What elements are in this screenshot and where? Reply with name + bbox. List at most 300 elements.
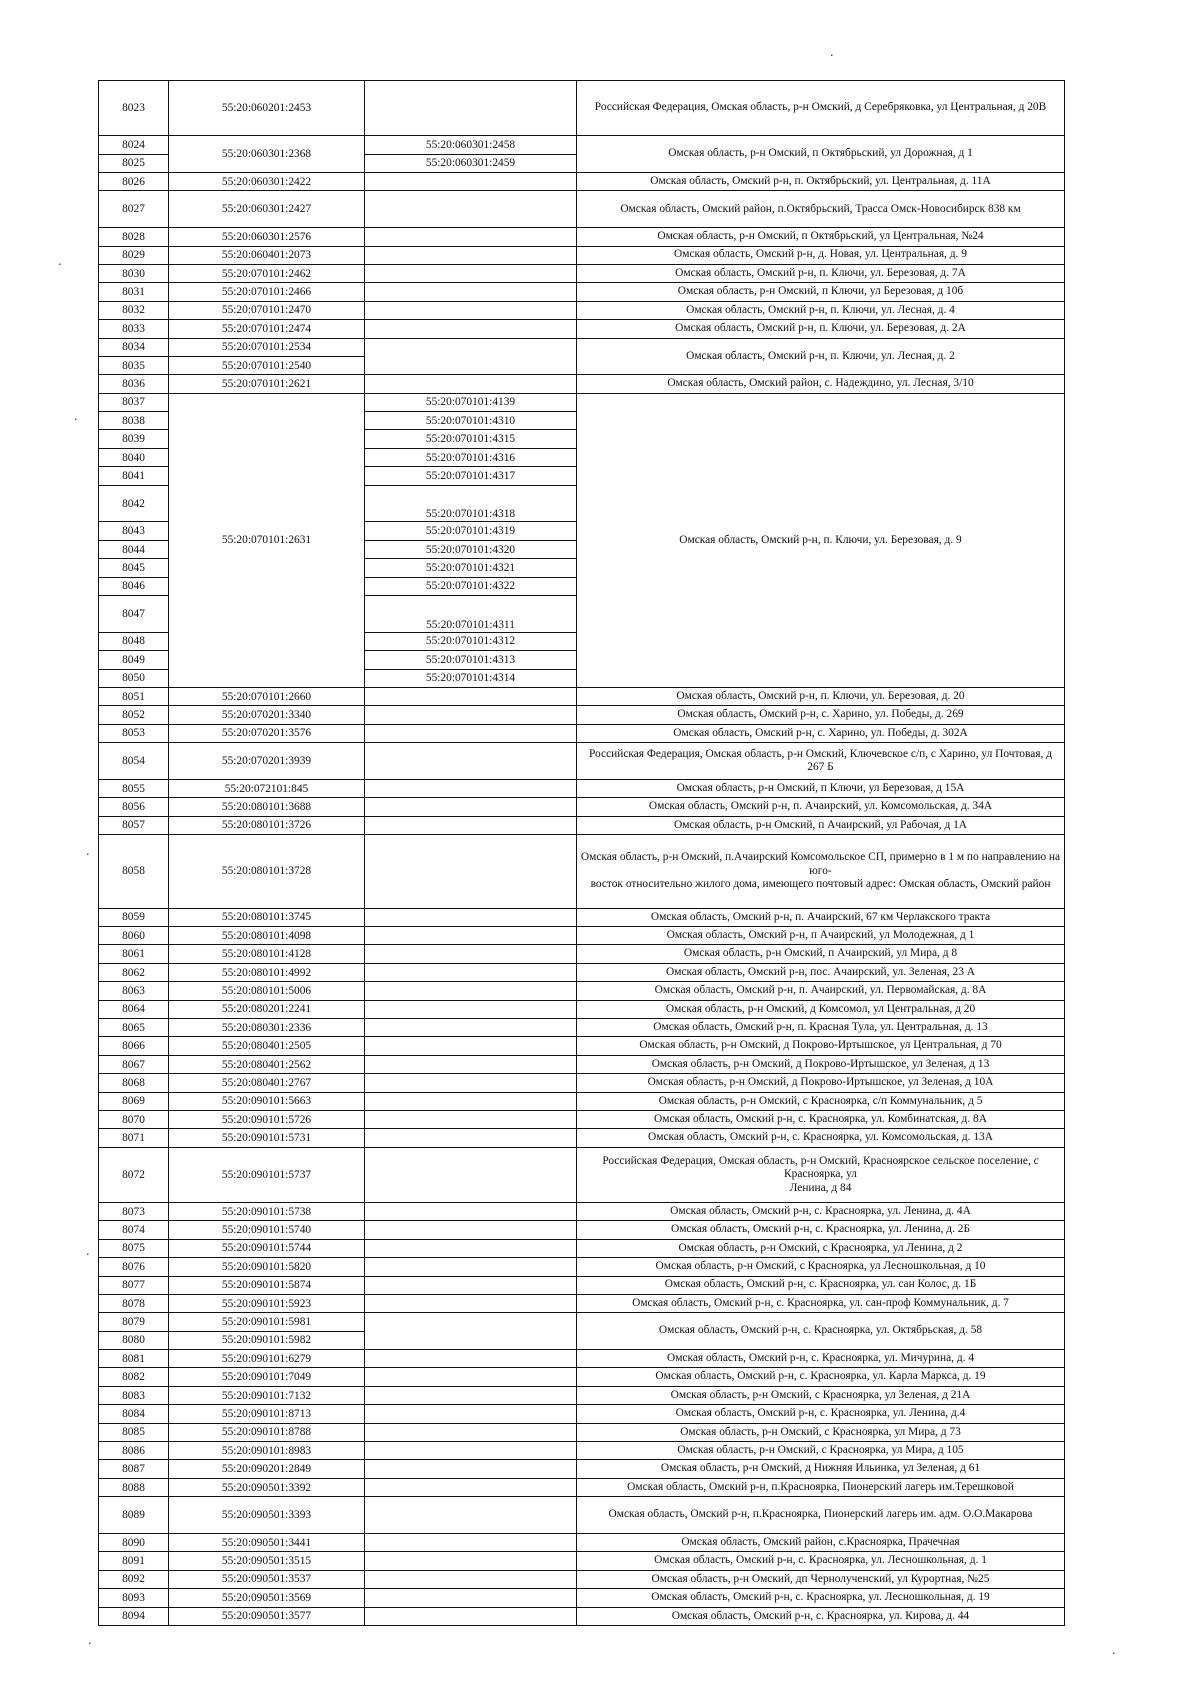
related-cadastral-number: 55:20:060301:2458 [365,136,577,154]
table-row [99,81,1065,136]
address: Омская область, Омский р-н, п. Ачаирский, ул. Комсомольская, д. 34А [577,798,1065,816]
related-cadastral-number [365,1534,577,1552]
related-cadastral-number [365,172,577,190]
related-cadastral-number [365,1019,577,1037]
cadastral-number: 55:20:070101:2621 [169,375,365,393]
related-cadastral-number [365,1313,577,1350]
cadastral-number: 55:20:090101:5726 [169,1110,365,1128]
cadastral-number: 55:20:070201:3340 [169,706,365,724]
row-number: 8024 [99,136,169,154]
row-number: 8035 [99,356,169,374]
row-number: 8075 [99,1239,169,1257]
related-cadastral-number [365,1368,577,1386]
related-cadastral-number [365,908,577,926]
related-cadastral-number [365,963,577,981]
address: Омская область, р-н Омский, с Красноярка, ул Лесношкольная, д 10 [577,1258,1065,1276]
related-cadastral-number [365,1497,577,1534]
table-row [99,963,1065,981]
cadastral-number: 55:20:070101:2474 [169,320,365,338]
scan-speck: . [58,254,62,269]
related-cadastral-number [365,1589,577,1607]
row-number: 8050 [99,669,169,687]
cadastral-number: 55:20:070101:2660 [169,687,365,705]
related-cadastral-number [365,1129,577,1147]
related-cadastral-number [365,1055,577,1073]
address: Омская область, Омский р-н, с. Красноярка, ул. Лесношкольная, д. 1 [577,1552,1065,1570]
row-number: 8055 [99,779,169,797]
row-number: 8090 [99,1534,169,1552]
address: Омская область, Омский р-н, с. Красноярка, ул. Ленина, д. 2Б [577,1221,1065,1239]
scan-speck: . [1112,1643,1116,1658]
cadastral-number: 55:20:080101:5006 [169,982,365,1000]
cadastral-number: 55:20:090101:5740 [169,1221,365,1239]
cadastral-number: 55:20:090101:8788 [169,1423,365,1441]
row-number: 8064 [99,1000,169,1018]
related-cadastral-number [365,81,577,136]
row-number: 8048 [99,632,169,650]
address: Российская Федерация, Омская область, р-н Омский, Красноярское сельское поселение, с Красноярка, ул Ленина, д 84 [577,1147,1065,1202]
cadastral-number: 55:20:060301:2576 [169,228,365,246]
cadastral-number: 55:20:080101:3728 [169,835,365,909]
table-row [99,1129,1065,1147]
related-cadastral-number [365,1460,577,1478]
cadastral-number: 55:20:080101:4992 [169,963,365,981]
address: Омская область, Омский р-н, с. Красноярка, ул. Октябрьская, д. 58 [577,1313,1065,1350]
related-cadastral-number: 55:20:070101:4316 [365,448,577,466]
row-number: 8027 [99,191,169,228]
table-row [99,724,1065,742]
cadastral-number: 55:20:060301:2368 [169,136,365,173]
cadastral-number: 55:20:090101:5820 [169,1258,365,1276]
table-row [99,1534,1065,1552]
address: Омская область, р-н Омский, д Покрово-Иртышское, ул Центральная, д 70 [577,1037,1065,1055]
address: Омская область, Омский р-н, п. Октябрьский, ул. Центральная, д. 11А [577,172,1065,190]
related-cadastral-number [365,338,577,375]
related-cadastral-number: 55:20:070101:4313 [365,651,577,669]
cadastral-number: 55:20:070101:2470 [169,301,365,319]
address: Омская область, Омский р-н, с. Красноярка, ул. Ленина, д. 4А [577,1202,1065,1220]
scan-speck: . [86,844,90,859]
cadastral-number: 55:20:090101:5663 [169,1092,365,1110]
cadastral-number: 55:20:090101:7049 [169,1368,365,1386]
address: Омская область, Омский р-н, п. Ачаирский, ул. Первомайская, д. 8А [577,982,1065,1000]
table-row [99,228,1065,246]
address: Омская область, Омский р-н, с. Красноярка, ул. Комсомольская, д. 13А [577,1129,1065,1147]
table-body [99,81,1065,1626]
address: Омская область, р-н Омский, п Ачаирский, ул Мира, д 8 [577,945,1065,963]
row-number: 8085 [99,1423,169,1441]
related-cadastral-number: 55:20:070101:4318 [365,485,577,522]
table-row [99,1313,1065,1331]
cadastral-number: 55:20:090501:3569 [169,1589,365,1607]
address: Омская область, р-н Омский, с Красноярка, ул Зеленая, д 21А [577,1386,1065,1404]
row-number: 8070 [99,1110,169,1128]
cadastral-number: 55:20:080101:4098 [169,927,365,945]
related-cadastral-number [365,779,577,797]
related-cadastral-number [365,228,577,246]
row-number: 8072 [99,1147,169,1202]
address: Омская область, р-н Омский, с Красноярка, ул Ленина, д 2 [577,1239,1065,1257]
row-number: 8087 [99,1460,169,1478]
table-row [99,779,1065,797]
row-number: 8069 [99,1092,169,1110]
cadastral-number: 55:20:080301:2336 [169,1019,365,1037]
related-cadastral-number: 55:20:060301:2459 [365,154,577,172]
table-row [99,945,1065,963]
address: Омская область, Омский р-н, п. Ключи, ул. Березовая, д. 20 [577,687,1065,705]
related-cadastral-number [365,320,577,338]
address: Омская область, Омский р-н, с. Красноярка, ул. Мичурина, д. 4 [577,1350,1065,1368]
table-row [99,706,1065,724]
address: Омская область, Омский р-н, п. Ачаирский, 67 км Черлакского тракта [577,908,1065,926]
row-number: 8088 [99,1478,169,1496]
cadastral-number: 55:20:070101:2540 [169,356,365,374]
cadastral-number: 55:20:070101:2631 [169,393,365,687]
row-number: 8043 [99,522,169,540]
row-number: 8060 [99,927,169,945]
related-cadastral-number [365,835,577,909]
related-cadastral-number [365,1276,577,1294]
row-number: 8023 [99,81,169,136]
address: Омская область, Омский район, с. Надеждино, ул. Лесная, 3/10 [577,375,1065,393]
address: Омская область, Омский район, с.Красноярка, Прачечная [577,1534,1065,1552]
table-row [99,1110,1065,1128]
address: Омская область, Омский р-н, п. Ключи, ул. Лесная, д. 4 [577,301,1065,319]
row-number: 8052 [99,706,169,724]
address: Омская область, р-н Омский, п Октябрьский, ул Центральная, №24 [577,228,1065,246]
related-cadastral-number: 55:20:070101:4314 [365,669,577,687]
table-row [99,1570,1065,1588]
table-row [99,1147,1065,1202]
related-cadastral-number [365,1552,577,1570]
table-row [99,136,1065,154]
table-row [99,1258,1065,1276]
table-row [99,1607,1065,1625]
row-number: 8057 [99,816,169,834]
address: Омская область, Омский р-н, с. Харино, ул. Победы, д. 302А [577,724,1065,742]
row-number: 8029 [99,246,169,264]
table-row [99,1239,1065,1257]
table-row [99,982,1065,1000]
cadastral-number: 55:20:080101:3745 [169,908,365,926]
related-cadastral-number: 55:20:070101:4139 [365,393,577,411]
row-number: 8056 [99,798,169,816]
related-cadastral-number [365,1258,577,1276]
cadastral-number: 55:20:090101:5982 [169,1331,365,1349]
row-number: 8041 [99,467,169,485]
cadastral-number: 55:20:070101:2534 [169,338,365,356]
row-number: 8042 [99,485,169,522]
row-number: 8081 [99,1350,169,1368]
table-row [99,1074,1065,1092]
cadastral-number: 55:20:060201:2453 [169,81,365,136]
table-row [99,191,1065,228]
address: Омская область, Омский р-н, с. Красноярка, ул. Карла Маркса, д. 19 [577,1368,1065,1386]
cadastral-number: 55:20:060301:2427 [169,191,365,228]
row-number: 8065 [99,1019,169,1037]
row-number: 8082 [99,1368,169,1386]
row-number: 8080 [99,1331,169,1349]
row-number: 8039 [99,430,169,448]
address: Омская область, Омский р-н, п. Красная Тула, ул. Центральная, д. 13 [577,1019,1065,1037]
scan-speck: . [74,409,78,424]
cadastral-number: 55:20:060301:2422 [169,172,365,190]
table-row [99,927,1065,945]
table-row [99,172,1065,190]
row-number: 8028 [99,228,169,246]
cadastral-number: 55:20:080401:2505 [169,1037,365,1055]
table-row [99,908,1065,926]
cadastral-number: 55:20:090101:8713 [169,1405,365,1423]
table-row [99,1000,1065,1018]
related-cadastral-number [365,1000,577,1018]
cadastral-table [98,80,1065,1626]
address: Омская область, р-н Омский, д Покрово-Иртышское, ул Зеленая, д 10А [577,1074,1065,1092]
row-number: 8047 [99,595,169,632]
cadastral-number: 55:20:090101:5923 [169,1294,365,1312]
address: Омская область, р-н Омский, с Красноярка, ул Мира, д 73 [577,1423,1065,1441]
table-row [99,1386,1065,1404]
row-number: 8033 [99,320,169,338]
row-number: 8032 [99,301,169,319]
cadastral-number: 55:20:090501:3393 [169,1497,365,1534]
cadastral-number: 55:20:080401:2562 [169,1055,365,1073]
address: Омская область, р-н Омский, дп Чернолученский, ул Курортная, №25 [577,1570,1065,1588]
row-number: 8045 [99,559,169,577]
row-number: 8031 [99,283,169,301]
table-row [99,798,1065,816]
related-cadastral-number [365,1405,577,1423]
related-cadastral-number [365,1350,577,1368]
row-number: 8089 [99,1497,169,1534]
related-cadastral-number: 55:20:070101:4322 [365,577,577,595]
address: Омская область, р-н Омский, с Красноярка, ул Мира, д 105 [577,1442,1065,1460]
related-cadastral-number [365,743,577,780]
cadastral-number: 55:20:070201:3939 [169,743,365,780]
table-row [99,1202,1065,1220]
cadastral-number: 55:20:080101:3726 [169,816,365,834]
address: Омская область, Омский р-н, с. Красноярка, ул. Комбинатская, д. 8А [577,1110,1065,1128]
cadastral-number: 55:20:080401:2767 [169,1074,365,1092]
cadastral-number: 55:20:090101:5981 [169,1313,365,1331]
table-row [99,1294,1065,1312]
row-number: 8036 [99,375,169,393]
related-cadastral-number [365,1239,577,1257]
related-cadastral-number [365,1294,577,1312]
related-cadastral-number: 55:20:070101:4312 [365,632,577,650]
table-row [99,743,1065,780]
related-cadastral-number [365,687,577,705]
address: Омская область, р-н Омский, п Ключи, ул Березовая, д 15А [577,779,1065,797]
related-cadastral-number [365,246,577,264]
related-cadastral-number [365,1442,577,1460]
row-number: 8025 [99,154,169,172]
row-number: 8086 [99,1442,169,1460]
address: Омская область, Омский р-н, с. Красноярка, ул. Лесношкольная, д. 19 [577,1589,1065,1607]
table-row [99,1019,1065,1037]
cadastral-number: 55:20:070201:3576 [169,724,365,742]
address: Омская область, Омский р-н, п.Красноярка, Пионерский лагерь им.Терешковой [577,1478,1065,1496]
row-number: 8058 [99,835,169,909]
address: Российская Федерация, Омская область, р-н Омский, д Серебряковка, ул Центральная, д 20В [577,81,1065,136]
table-row [99,1423,1065,1441]
cadastral-number: 55:20:090101:6279 [169,1350,365,1368]
address: Омская область, Омский р-н, с. Красноярка, ул. сан-проф Коммунальник, д. 7 [577,1294,1065,1312]
row-number: 8092 [99,1570,169,1588]
table-row [99,393,1065,411]
table-row [99,1037,1065,1055]
scan-speck: . [830,45,834,60]
row-number: 8066 [99,1037,169,1055]
cadastral-number: 55:20:060401:2073 [169,246,365,264]
related-cadastral-number [365,1110,577,1128]
address: Омская область, Омский р-н, п. Ключи, ул. Березовая, д. 9 [577,393,1065,687]
row-number: 8051 [99,687,169,705]
related-cadastral-number: 55:20:070101:4319 [365,522,577,540]
address: Омская область, р-н Омский, д Комсомол, ул Центральная, д 20 [577,1000,1065,1018]
table-row [99,320,1065,338]
related-cadastral-number [365,1092,577,1110]
table-row [99,1478,1065,1496]
row-number: 8054 [99,743,169,780]
cadastral-number: 55:20:090501:3392 [169,1478,365,1496]
address: Омская область, р-н Омский, д Нижняя Ильинка, ул Зеленая, д 61 [577,1460,1065,1478]
address: Омская область, Омский р-н, с. Харино, ул. Победы, д. 269 [577,706,1065,724]
related-cadastral-number [365,1037,577,1055]
cadastral-number: 55:20:090101:5731 [169,1129,365,1147]
related-cadastral-number: 55:20:070101:4321 [365,559,577,577]
row-number: 8077 [99,1276,169,1294]
address: Омская область, р-н Омский, д Покрово-Иртышское, ул Зеленая, д 13 [577,1055,1065,1073]
row-number: 8079 [99,1313,169,1331]
cadastral-number: 55:20:090101:5744 [169,1239,365,1257]
related-cadastral-number [365,191,577,228]
table-row [99,1405,1065,1423]
table-row [99,1552,1065,1570]
table-row [99,816,1065,834]
cadastral-number: 55:20:090101:5874 [169,1276,365,1294]
related-cadastral-number [365,816,577,834]
related-cadastral-number: 55:20:070101:4310 [365,412,577,430]
table-row [99,687,1065,705]
row-number: 8034 [99,338,169,356]
table-row [99,835,1065,909]
cadastral-number: 55:20:090101:8983 [169,1442,365,1460]
table-row [99,1350,1065,1368]
row-number: 8068 [99,1074,169,1092]
row-number: 8046 [99,577,169,595]
row-number: 8078 [99,1294,169,1312]
table-row [99,246,1065,264]
row-number: 8094 [99,1607,169,1625]
row-number: 8059 [99,908,169,926]
row-number: 8073 [99,1202,169,1220]
address: Омская область, р-н Омский, п.Ачаирский Комсомольское СП, примерно в 1 м по направлению на юго- восток относительно жилого дома, имеющего почтовый адрес: Омская область, Омский район [577,835,1065,909]
table-row [99,1221,1065,1239]
address: Омская область, Омский р-н, п Ачаирский, ул Молодежная, д 1 [577,927,1065,945]
table-row [99,375,1065,393]
address: Омская область, Омский р-н, д. Новая, ул. Центральная, д. 9 [577,246,1065,264]
related-cadastral-number [365,1202,577,1220]
address: Омская область, Омский р-н, с. Красноярка, ул. Кирова, д. 44 [577,1607,1065,1625]
related-cadastral-number: 55:20:070101:4315 [365,430,577,448]
table-row [99,264,1065,282]
address: Омская область, Омский р-н, с. Красноярка, ул. сан Колос, д. 1Б [577,1276,1065,1294]
related-cadastral-number [365,1074,577,1092]
address: Омская область, р-н Омский, п Октябрьский, ул Дорожная, д 1 [577,136,1065,173]
related-cadastral-number: 55:20:070101:4311 [365,595,577,632]
table-row [99,301,1065,319]
cadastral-number: 55:20:090501:3515 [169,1552,365,1570]
scan-speck: . [86,1244,90,1259]
row-number: 8026 [99,172,169,190]
cadastral-number: 55:20:090501:3577 [169,1607,365,1625]
row-number: 8063 [99,982,169,1000]
row-number: 8061 [99,945,169,963]
related-cadastral-number [365,945,577,963]
cadastral-number: 55:20:080201:2241 [169,1000,365,1018]
row-number: 8076 [99,1258,169,1276]
cadastral-number: 55:20:090201:2849 [169,1460,365,1478]
row-number: 8091 [99,1552,169,1570]
cadastral-number: 55:20:090101:5737 [169,1147,365,1202]
cadastral-number: 55:20:090501:3441 [169,1534,365,1552]
address: Омская область, Омский р-н, п. Ключи, ул. Березовая, д. 7А [577,264,1065,282]
related-cadastral-number [365,1607,577,1625]
cadastral-number: 55:20:090101:7132 [169,1386,365,1404]
address: Омская область, Омский р-н, п. Ключи, ул. Березовая, д. 2А [577,320,1065,338]
table-row [99,1368,1065,1386]
table-row [99,1092,1065,1110]
related-cadastral-number [365,982,577,1000]
related-cadastral-number: 55:20:070101:4317 [365,467,577,485]
related-cadastral-number [365,1570,577,1588]
row-number: 8062 [99,963,169,981]
row-number: 8049 [99,651,169,669]
cadastral-number: 55:20:070101:2462 [169,264,365,282]
related-cadastral-number [365,1423,577,1441]
related-cadastral-number [365,375,577,393]
row-number: 8030 [99,264,169,282]
row-number: 8038 [99,412,169,430]
related-cadastral-number: 55:20:070101:4320 [365,540,577,558]
related-cadastral-number [365,706,577,724]
row-number: 8067 [99,1055,169,1073]
related-cadastral-number [365,1147,577,1202]
row-number: 8083 [99,1386,169,1404]
address: Омская область, р-н Омский, п Ключи, ул Березовая, д 10б [577,283,1065,301]
related-cadastral-number [365,927,577,945]
cadastral-number: 55:20:090501:3537 [169,1570,365,1588]
row-number: 8084 [99,1405,169,1423]
table-row [99,1589,1065,1607]
address: Омская область, Омский р-н, пос. Ачаирский, ул. Зеленая, 23 А [577,963,1065,981]
table-row [99,1055,1065,1073]
address: Омская область, р-н Омский, с Красноярка, с/п Коммунальник, д 5 [577,1092,1065,1110]
related-cadastral-number [365,301,577,319]
address: Омская область, Омский район, п.Октябрьский, Трасса Омск-Новосибирск 838 км [577,191,1065,228]
related-cadastral-number [365,283,577,301]
table-row [99,1276,1065,1294]
cadastral-number: 55:20:090101:5738 [169,1202,365,1220]
related-cadastral-number [365,1478,577,1496]
address: Омская область, р-н Омский, п Ачаирский, ул Рабочая, д 1А [577,816,1065,834]
address: Омская область, Омский р-н, п. Ключи, ул. Лесная, д. 2 [577,338,1065,375]
row-number: 8053 [99,724,169,742]
table-row [99,1460,1065,1478]
address: Российская Федерация, Омская область, р-н Омский, Ключевское с/п, с Харино, ул Почтовая, д 267 Б [577,743,1065,780]
row-number: 8044 [99,540,169,558]
